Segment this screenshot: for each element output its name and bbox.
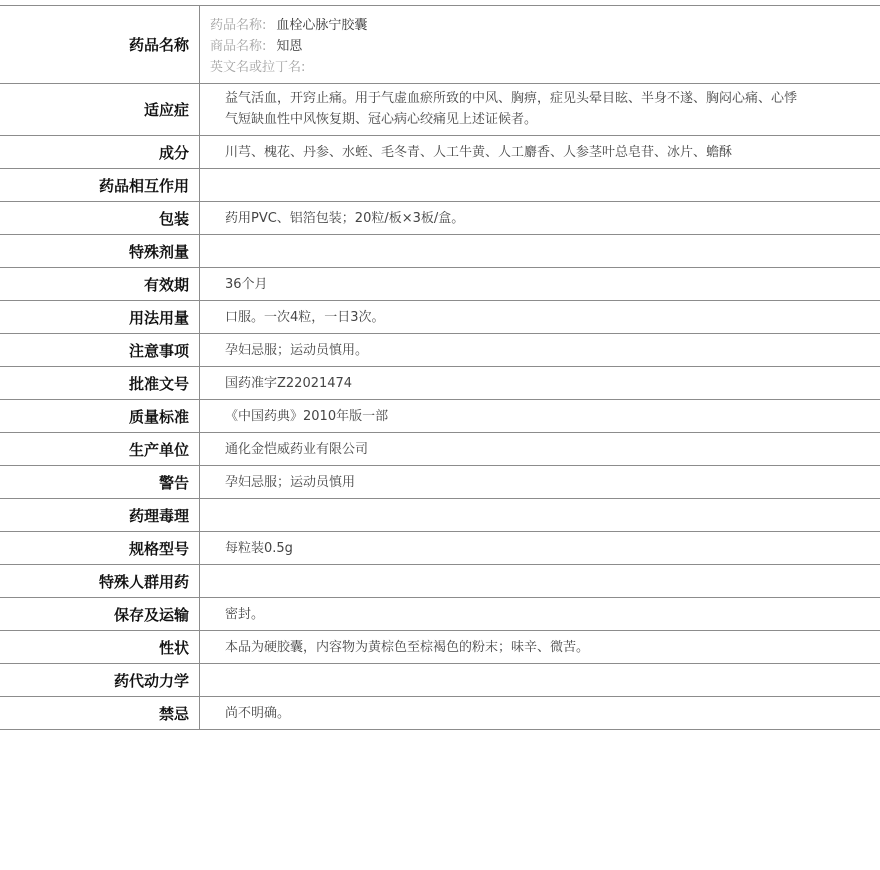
row-label: 性状 [0, 631, 200, 663]
english-name-key: 英文名或拉丁名: [210, 60, 306, 75]
brand-name-key: 商品名称: [210, 39, 267, 54]
row-value: 通化金恺威药业有限公司 [225, 441, 369, 457]
row-value: 密封。 [225, 606, 265, 622]
table-row-quality-standard [0, 400, 880, 433]
table-row-ingredients [0, 136, 880, 169]
row-value: 36个月 [225, 276, 268, 292]
row-value: 川芎、槐花、丹参、水蛭、毛冬青、人工牛黄、人工麝香、人参茎叶总皂苷、冰片、蟾酥 [225, 144, 733, 160]
row-label: 批准文号 [0, 367, 200, 399]
row-value: 《中国药典》2010年版一部 [225, 408, 389, 424]
row-label: 有效期 [0, 268, 200, 300]
row-value: 孕妇忌服；运动员慎用 [225, 474, 356, 490]
row-value [200, 499, 880, 531]
table-row-precautions [0, 334, 880, 367]
row-label: 包装 [0, 202, 200, 234]
row-value [200, 235, 880, 267]
table-row-approval-number [0, 367, 880, 400]
row-value: 国药准字Z22021474 [225, 375, 353, 391]
row-label: 禁忌 [0, 697, 200, 729]
table-row-special-populations [0, 565, 880, 598]
row-value [200, 664, 880, 696]
row-label: 警告 [0, 466, 200, 498]
generic-name-key: 药品名称: [210, 18, 267, 33]
table-row-shelf-life [0, 268, 880, 301]
table-row-manufacturer [0, 433, 880, 466]
row-label: 特殊剂量 [0, 235, 200, 267]
table-row-pharmacokinetics [0, 664, 880, 697]
drug-name-label: 药品名称 [0, 6, 200, 83]
row-value: 益气活血，开窍止痛。用于气虚血瘀所致的中风、胸痹，症见头晕目眩、半身不遂、胸闷心痛、心悸气短缺血性中风恢复期、冠心病心绞痛见上述证候者。 [225, 91, 798, 127]
table-row-packaging [0, 202, 880, 235]
row-value: 本品为硬胶囊，内容物为黄棕色至棕褐色的粉末；味辛、微苦。 [225, 639, 590, 655]
row-label: 保存及运输 [0, 598, 200, 630]
row-value: 每粒装0.5g [225, 540, 293, 556]
row-value [200, 169, 880, 201]
row-value [200, 565, 880, 597]
table-row-specification [0, 532, 880, 565]
row-label: 生产单位 [0, 433, 200, 465]
english-name-line [210, 57, 880, 78]
table-row-storage [0, 598, 880, 631]
generic-name-value: 血栓心脉宁胶囊 [276, 18, 368, 33]
row-value: 尚不明确。 [225, 705, 291, 721]
table-row-usage [0, 301, 880, 334]
row-value: 药用PVC、铝箔包装；20粒/板×3板/盒。 [225, 210, 465, 226]
table-row-contraindications [0, 697, 880, 730]
table-row-interactions [0, 169, 880, 202]
brand-name-value: 知恩 [276, 39, 303, 54]
row-label: 注意事项 [0, 334, 200, 366]
row-label: 药理毒理 [0, 499, 200, 531]
table-row-pharmacology [0, 499, 880, 532]
row-label: 适应症 [0, 84, 200, 135]
drug-info-table [0, 5, 880, 730]
table-row-description [0, 631, 880, 664]
row-label: 质量标准 [0, 400, 200, 432]
row-label: 特殊人群用药 [0, 565, 200, 597]
generic-name-line [210, 15, 880, 36]
table-row-special-dosage [0, 235, 880, 268]
row-label: 用法用量 [0, 301, 200, 333]
row-label: 规格型号 [0, 532, 200, 564]
table-row-indications [0, 84, 880, 136]
row-label: 成分 [0, 136, 200, 168]
row-label: 药品相互作用 [0, 169, 200, 201]
row-value: 孕妇忌服；运动员慎用。 [225, 342, 369, 358]
row-value: 口服。一次4粒，一日3次。 [225, 309, 385, 325]
row-label: 药代动力学 [0, 664, 200, 696]
brand-name-line [210, 36, 880, 57]
drug-name-details [200, 6, 880, 83]
table-row-warning [0, 466, 880, 499]
drug-name-row [0, 6, 880, 84]
